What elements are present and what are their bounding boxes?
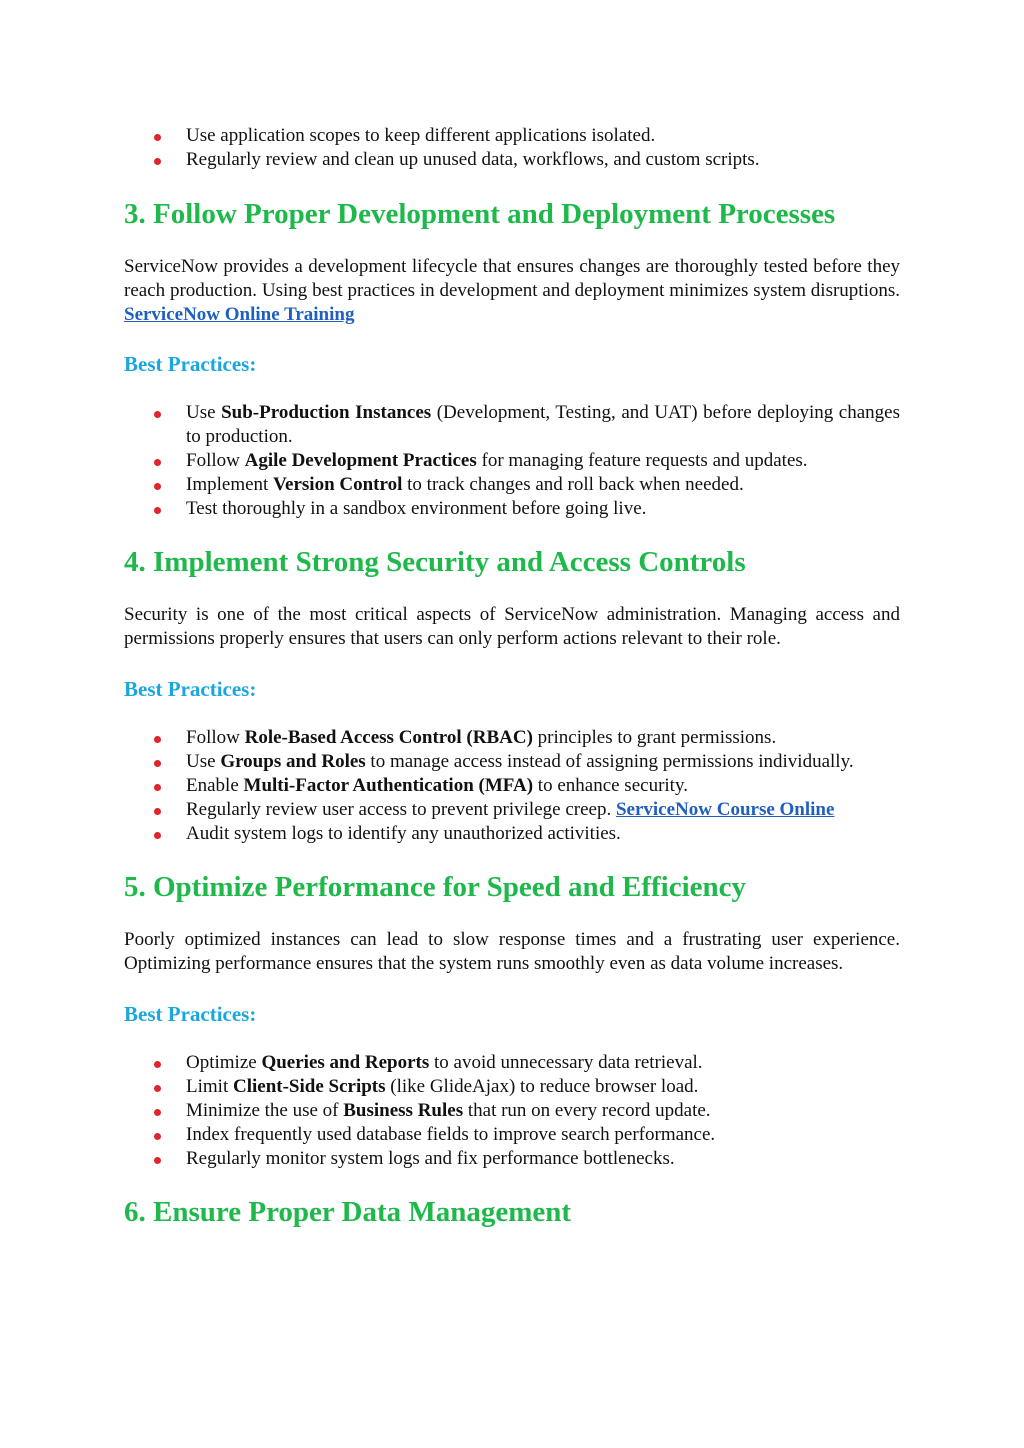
section-3-body: ServiceNow provides a development lifecycle that ensures changes are thoroughly tested before they reach production. Using best practices in development and deployment minimizes system disruptions. ServiceNow Online Training bbox=[124, 256, 900, 325]
section-3-list-block bbox=[124, 401, 900, 521]
list-item: Use application scopes to keep different applications isolated. bbox=[124, 124, 900, 148]
section-5-list-block bbox=[124, 1051, 900, 1171]
list-item: Follow Role-Based Access Control (RBAC) principles to grant permissions. bbox=[124, 726, 900, 750]
list-item: Index frequently used database fields to improve search performance. bbox=[124, 1123, 900, 1147]
section-4-body: Security is one of the most critical aspects of ServiceNow administration. Managing access and permissions properly ensures that users can only perform actions relevant to their role. bbox=[124, 604, 900, 649]
bullet-icon bbox=[154, 507, 161, 514]
list-item: Regularly review and clean up unused data, workflows, and custom scripts. bbox=[124, 148, 900, 172]
section-3-list bbox=[124, 401, 900, 521]
list-item: Use Sub-Production Instances (Development, Testing, and UAT) before deploying changes to production. bbox=[124, 401, 900, 449]
section-4-list-block bbox=[124, 726, 900, 846]
bullet-icon bbox=[154, 411, 161, 418]
bullet-icon bbox=[154, 832, 161, 839]
bullet-icon bbox=[154, 736, 161, 743]
bullet-icon bbox=[154, 483, 161, 490]
list-item: Test thoroughly in a sandbox environment before going live. bbox=[124, 497, 900, 521]
bullet-icon bbox=[154, 1109, 161, 1116]
section-5-best-practices-label: Best Practices: bbox=[124, 1002, 257, 1026]
section-6-heading: 6. Ensure Proper Data Management bbox=[124, 1196, 572, 1228]
list-item: Regularly review user access to prevent privilege creep. ServiceNow Course Online bbox=[124, 798, 900, 822]
bullet-icon bbox=[154, 784, 161, 791]
bullet-icon bbox=[154, 1133, 161, 1140]
bullet-icon bbox=[154, 1061, 161, 1068]
section-4-heading: 4. Implement Strong Security and Access Controls bbox=[124, 546, 746, 578]
list-item: Follow Agile Development Practices for managing feature requests and updates. bbox=[124, 449, 900, 473]
list-item: Limit Client-Side Scripts (like GlideAjax) to reduce browser load. bbox=[124, 1075, 900, 1099]
list-item: Implement Version Control to track changes and roll back when needed. bbox=[124, 473, 900, 497]
bullet-icon bbox=[154, 1085, 161, 1092]
bullet-icon bbox=[154, 134, 161, 141]
bullet-icon bbox=[154, 459, 161, 466]
bullet-icon bbox=[154, 808, 161, 815]
bullet-icon bbox=[154, 1157, 161, 1164]
servicenow-online-training-link[interactable]: ServiceNow Online Training bbox=[124, 304, 355, 325]
list-item: Audit system logs to identify any unauthorized activities. bbox=[124, 822, 900, 846]
section-5-body: Poorly optimized instances can lead to slow response times and a frustrating user experience. Optimizing performance ensures that the system runs smoothly even as data volume increases. bbox=[124, 929, 900, 974]
list-item: Regularly monitor system logs and fix performance bottlenecks. bbox=[124, 1147, 900, 1171]
bullet-icon bbox=[154, 760, 161, 767]
section-4-list bbox=[124, 726, 900, 846]
list-item: Enable Multi-Factor Authentication (MFA) to enhance security. bbox=[124, 774, 900, 798]
list-item: Optimize Queries and Reports to avoid unnecessary data retrieval. bbox=[124, 1051, 900, 1075]
section-3-heading: 3. Follow Proper Development and Deployment Processes bbox=[124, 198, 836, 230]
list-item: Minimize the use of Business Rules that run on every record update. bbox=[124, 1099, 900, 1123]
section-5-list bbox=[124, 1051, 900, 1171]
servicenow-course-online-link[interactable]: ServiceNow Course Online bbox=[615, 799, 835, 820]
section-4-best-practices-label: Best Practices: bbox=[124, 677, 257, 701]
section-5-heading: 5. Optimize Performance for Speed and Efficiency bbox=[124, 871, 747, 903]
list-item: Use Groups and Roles to manage access instead of assigning permissions individually. bbox=[124, 750, 900, 774]
intro-list-block bbox=[124, 124, 900, 172]
bullet-icon bbox=[154, 158, 161, 165]
section-3-best-practices-label: Best Practices: bbox=[124, 352, 257, 376]
intro-list bbox=[124, 124, 900, 172]
